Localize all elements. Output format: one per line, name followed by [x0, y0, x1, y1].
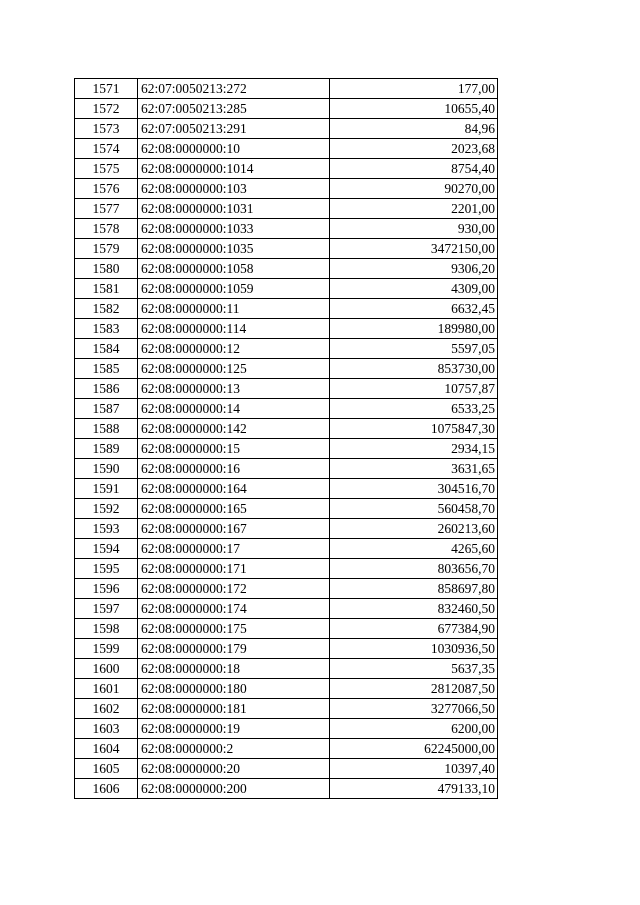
value-cell: 260213,60 [330, 519, 498, 539]
table-row [75, 179, 498, 199]
value-cell: 2934,15 [330, 439, 498, 459]
table-row [75, 79, 498, 99]
registry-table-body [75, 79, 498, 799]
value-cell: 90270,00 [330, 179, 498, 199]
value-cell: 3631,65 [330, 459, 498, 479]
cadastral-number-cell: 62:08:0000000:1014 [138, 159, 330, 179]
cadastral-number-cell: 62:08:0000000:2 [138, 739, 330, 759]
table-row [75, 399, 498, 419]
value-cell: 62245000,00 [330, 739, 498, 759]
value-cell: 858697,80 [330, 579, 498, 599]
row-number-cell: 1594 [75, 539, 138, 559]
cadastral-number-cell: 62:08:0000000:171 [138, 559, 330, 579]
value-cell: 189980,00 [330, 319, 498, 339]
row-number-cell: 1585 [75, 359, 138, 379]
cadastral-number-cell: 62:08:0000000:180 [138, 679, 330, 699]
table-row [75, 259, 498, 279]
table-row [75, 619, 498, 639]
table-row [75, 139, 498, 159]
cadastral-number-cell: 62:07:0050213:285 [138, 99, 330, 119]
table-row [75, 239, 498, 259]
value-cell: 832460,50 [330, 599, 498, 619]
row-number-cell: 1578 [75, 219, 138, 239]
cadastral-number-cell: 62:08:0000000:164 [138, 479, 330, 499]
table-row [75, 159, 498, 179]
row-number-cell: 1574 [75, 139, 138, 159]
cadastral-number-cell: 62:08:0000000:1059 [138, 279, 330, 299]
table-row [75, 499, 498, 519]
table-row [75, 439, 498, 459]
table-row [75, 559, 498, 579]
cadastral-number-cell: 62:08:0000000:174 [138, 599, 330, 619]
row-number-cell: 1605 [75, 759, 138, 779]
table-row [75, 359, 498, 379]
value-cell: 84,96 [330, 119, 498, 139]
cadastral-number-cell: 62:08:0000000:16 [138, 459, 330, 479]
value-cell: 560458,70 [330, 499, 498, 519]
row-number-cell: 1581 [75, 279, 138, 299]
table-row [75, 299, 498, 319]
row-number-cell: 1580 [75, 259, 138, 279]
value-cell: 6632,45 [330, 299, 498, 319]
row-number-cell: 1593 [75, 519, 138, 539]
row-number-cell: 1592 [75, 499, 138, 519]
row-number-cell: 1586 [75, 379, 138, 399]
value-cell: 4265,60 [330, 539, 498, 559]
value-cell: 1030936,50 [330, 639, 498, 659]
cadastral-number-cell: 62:08:0000000:200 [138, 779, 330, 799]
value-cell: 5597,05 [330, 339, 498, 359]
cadastral-number-cell: 62:08:0000000:19 [138, 719, 330, 739]
cadastral-number-cell: 62:08:0000000:181 [138, 699, 330, 719]
registry-table [74, 78, 498, 799]
row-number-cell: 1573 [75, 119, 138, 139]
row-number-cell: 1572 [75, 99, 138, 119]
cadastral-number-cell: 62:08:0000000:167 [138, 519, 330, 539]
row-number-cell: 1575 [75, 159, 138, 179]
row-number-cell: 1602 [75, 699, 138, 719]
cadastral-number-cell: 62:08:0000000:11 [138, 299, 330, 319]
value-cell: 10757,87 [330, 379, 498, 399]
row-number-cell: 1583 [75, 319, 138, 339]
table-row [75, 419, 498, 439]
cadastral-number-cell: 62:08:0000000:165 [138, 499, 330, 519]
cadastral-number-cell: 62:07:0050213:291 [138, 119, 330, 139]
cadastral-number-cell: 62:08:0000000:14 [138, 399, 330, 419]
cadastral-number-cell: 62:08:0000000:142 [138, 419, 330, 439]
value-cell: 677384,90 [330, 619, 498, 639]
table-row [75, 479, 498, 499]
cadastral-number-cell: 62:08:0000000:1031 [138, 199, 330, 219]
row-number-cell: 1606 [75, 779, 138, 799]
cadastral-number-cell: 62:08:0000000:20 [138, 759, 330, 779]
cadastral-number-cell: 62:08:0000000:114 [138, 319, 330, 339]
row-number-cell: 1590 [75, 459, 138, 479]
cadastral-number-cell: 62:08:0000000:1033 [138, 219, 330, 239]
value-cell: 803656,70 [330, 559, 498, 579]
table-row [75, 99, 498, 119]
row-number-cell: 1600 [75, 659, 138, 679]
row-number-cell: 1577 [75, 199, 138, 219]
table-row [75, 199, 498, 219]
cadastral-number-cell: 62:08:0000000:18 [138, 659, 330, 679]
table-row [75, 379, 498, 399]
table-row [75, 279, 498, 299]
table-row [75, 679, 498, 699]
row-number-cell: 1571 [75, 79, 138, 99]
cadastral-number-cell: 62:08:0000000:12 [138, 339, 330, 359]
value-cell: 853730,00 [330, 359, 498, 379]
table-row [75, 539, 498, 559]
row-number-cell: 1579 [75, 239, 138, 259]
value-cell: 4309,00 [330, 279, 498, 299]
table-row [75, 119, 498, 139]
row-number-cell: 1596 [75, 579, 138, 599]
table-row [75, 459, 498, 479]
value-cell: 10397,40 [330, 759, 498, 779]
value-cell: 5637,35 [330, 659, 498, 679]
value-cell: 10655,40 [330, 99, 498, 119]
value-cell: 2023,68 [330, 139, 498, 159]
row-number-cell: 1582 [75, 299, 138, 319]
table-row [75, 779, 498, 799]
cadastral-number-cell: 62:08:0000000:172 [138, 579, 330, 599]
cadastral-number-cell: 62:07:0050213:272 [138, 79, 330, 99]
cadastral-number-cell: 62:08:0000000:175 [138, 619, 330, 639]
value-cell: 1075847,30 [330, 419, 498, 439]
cadastral-number-cell: 62:08:0000000:15 [138, 439, 330, 459]
row-number-cell: 1584 [75, 339, 138, 359]
row-number-cell: 1598 [75, 619, 138, 639]
value-cell: 8754,40 [330, 159, 498, 179]
value-cell: 6533,25 [330, 399, 498, 419]
table-row [75, 599, 498, 619]
value-cell: 6200,00 [330, 719, 498, 739]
cadastral-number-cell: 62:08:0000000:125 [138, 359, 330, 379]
row-number-cell: 1604 [75, 739, 138, 759]
value-cell: 2201,00 [330, 199, 498, 219]
cadastral-number-cell: 62:08:0000000:17 [138, 539, 330, 559]
value-cell: 304516,70 [330, 479, 498, 499]
value-cell: 479133,10 [330, 779, 498, 799]
value-cell: 177,00 [330, 79, 498, 99]
cadastral-number-cell: 62:08:0000000:103 [138, 179, 330, 199]
row-number-cell: 1597 [75, 599, 138, 619]
table-row [75, 659, 498, 679]
cadastral-number-cell: 62:08:0000000:13 [138, 379, 330, 399]
row-number-cell: 1601 [75, 679, 138, 699]
row-number-cell: 1599 [75, 639, 138, 659]
row-number-cell: 1595 [75, 559, 138, 579]
row-number-cell: 1588 [75, 419, 138, 439]
table-row [75, 759, 498, 779]
value-cell: 2812087,50 [330, 679, 498, 699]
table-row [75, 319, 498, 339]
row-number-cell: 1587 [75, 399, 138, 419]
cadastral-number-cell: 62:08:0000000:179 [138, 639, 330, 659]
value-cell: 930,00 [330, 219, 498, 239]
table-row [75, 519, 498, 539]
table-row [75, 739, 498, 759]
table-row [75, 579, 498, 599]
table-row [75, 339, 498, 359]
cadastral-number-cell: 62:08:0000000:1058 [138, 259, 330, 279]
row-number-cell: 1603 [75, 719, 138, 739]
table-row [75, 719, 498, 739]
row-number-cell: 1589 [75, 439, 138, 459]
cadastral-number-cell: 62:08:0000000:1035 [138, 239, 330, 259]
row-number-cell: 1591 [75, 479, 138, 499]
value-cell: 3277066,50 [330, 699, 498, 719]
value-cell: 9306,20 [330, 259, 498, 279]
cadastral-number-cell: 62:08:0000000:10 [138, 139, 330, 159]
value-cell: 3472150,00 [330, 239, 498, 259]
row-number-cell: 1576 [75, 179, 138, 199]
table-row [75, 699, 498, 719]
table-row [75, 219, 498, 239]
table-row [75, 639, 498, 659]
